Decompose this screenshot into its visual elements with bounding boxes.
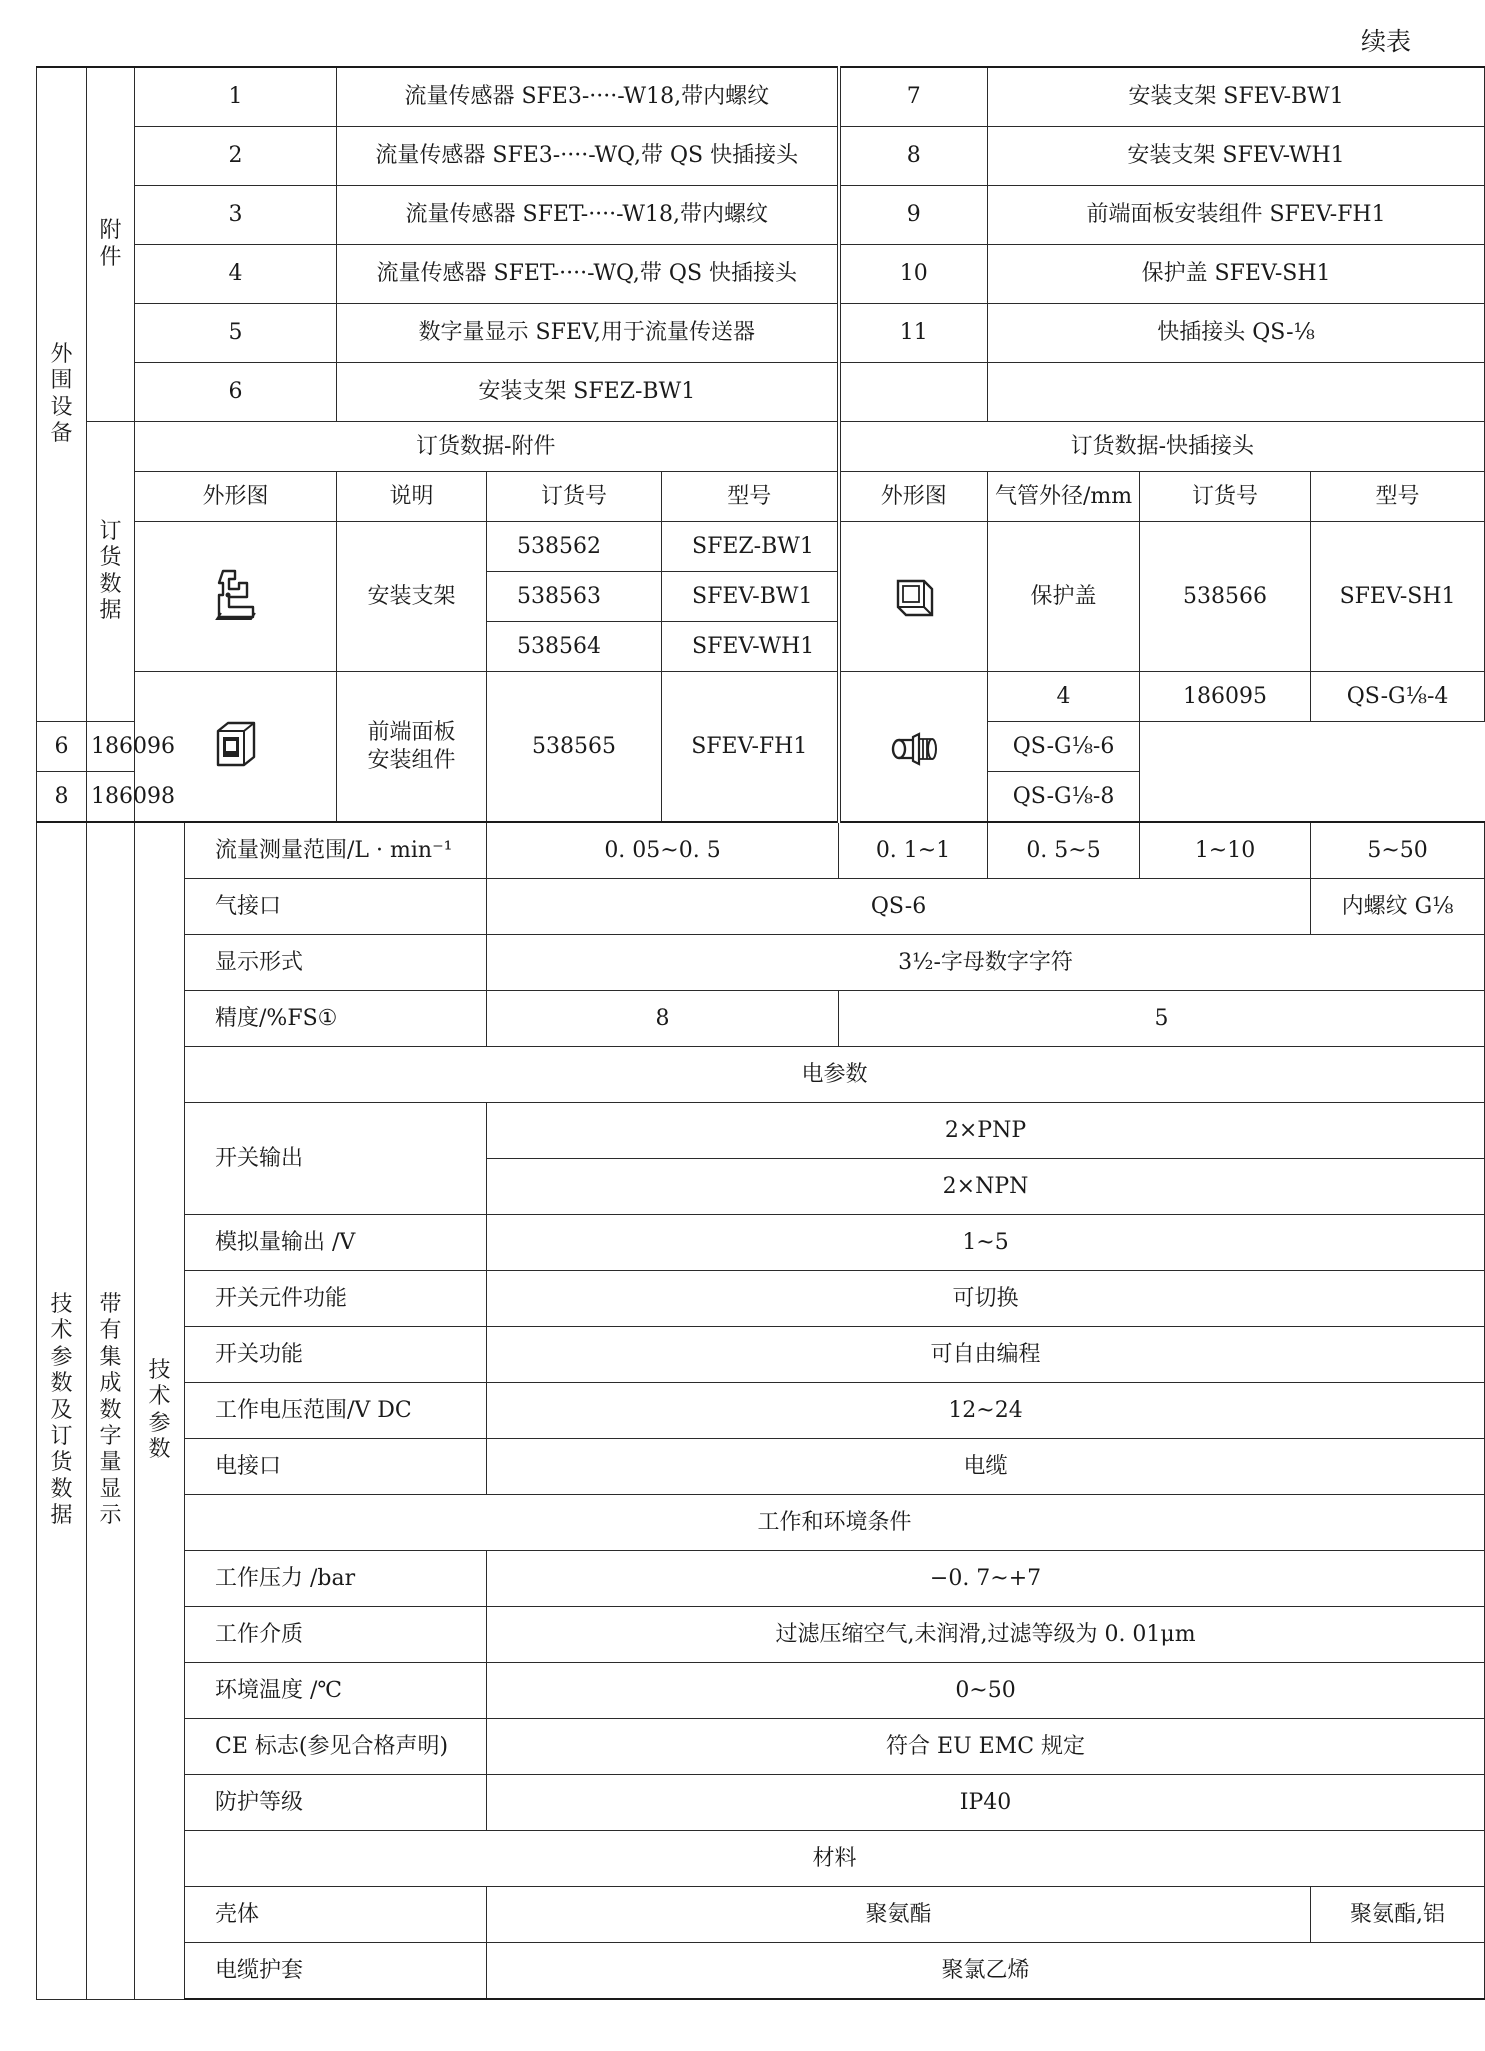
port-value: QS-6 bbox=[487, 879, 1311, 935]
spec-table bbox=[36, 66, 1485, 2000]
group-tech-params: 技术参数 bbox=[135, 822, 185, 1999]
accessory-name: 流量传感器 SFE3-····-W18,带内螺纹 bbox=[337, 67, 839, 127]
ce-label: CE 标志(参见合格声明) bbox=[185, 1719, 487, 1775]
accessory-no: 4 bbox=[135, 245, 337, 304]
header-desc: 说明 bbox=[337, 472, 487, 522]
accessory-name-right: 安装支架 SFEV-WH1 bbox=[988, 127, 1485, 186]
accessory-name: 流量传感器 SFET-····-W18,带内螺纹 bbox=[337, 186, 839, 245]
qs-tube-od: 4 bbox=[988, 672, 1140, 722]
switch-element-label: 开关元件功能 bbox=[185, 1271, 487, 1327]
header-model-right: 型号 bbox=[1311, 472, 1485, 522]
flow-value: 5~50 bbox=[1311, 822, 1485, 879]
header-order-no-right: 订货号 bbox=[1140, 472, 1311, 522]
flow-label: 流量测量范围/L · min⁻¹ bbox=[185, 822, 487, 879]
cable-sheath-row bbox=[37, 1943, 1485, 2000]
pressure-row bbox=[37, 1551, 1485, 1607]
cover-desc: 保护盖 bbox=[988, 522, 1140, 672]
protective-cover-icon bbox=[890, 571, 938, 623]
temperature-label: 环境温度 /℃ bbox=[185, 1663, 487, 1719]
order-title-row bbox=[37, 422, 1485, 472]
accessory-row-2 bbox=[37, 127, 1485, 186]
housing-value: 聚氨酯 bbox=[487, 1887, 1311, 1943]
qs-model: QS-G⅛-4 bbox=[1311, 672, 1485, 722]
accuracy-label: 精度/%FS① bbox=[185, 991, 487, 1047]
qs-order-no: 186095 bbox=[1140, 672, 1311, 722]
bracket-order-no: 538564 bbox=[487, 622, 662, 672]
header-order-no: 订货号 bbox=[487, 472, 662, 522]
switch-function-value: 可自由编程 bbox=[487, 1327, 1485, 1383]
voltage-row bbox=[37, 1383, 1485, 1439]
bracket-image-cell bbox=[135, 522, 337, 672]
switch-output-value: 2×NPN bbox=[487, 1159, 1485, 1215]
switch-function-label: 开关功能 bbox=[185, 1327, 487, 1383]
qs-order-no: 186098 bbox=[87, 772, 135, 823]
voltage-value: 12~24 bbox=[487, 1383, 1485, 1439]
accessory-name: 安装支架 SFEZ-BW1 bbox=[337, 363, 839, 422]
panel-model: SFEV-FH1 bbox=[662, 672, 839, 823]
accuracy-value: 8 bbox=[487, 991, 839, 1047]
qs-order-no: 186096 bbox=[87, 722, 135, 772]
material-section-row bbox=[37, 1831, 1485, 1887]
flow-range-row bbox=[37, 822, 1485, 879]
bracket-model: SFEZ-BW1 bbox=[662, 522, 839, 572]
display-label: 显示形式 bbox=[185, 935, 487, 991]
flow-value: 0. 1~1 bbox=[839, 822, 988, 879]
port-row bbox=[37, 879, 1485, 935]
qs-tube-od: 6 bbox=[37, 722, 87, 772]
housing-row bbox=[37, 1887, 1485, 1943]
display-row bbox=[37, 935, 1485, 991]
flow-value: 0. 5~5 bbox=[988, 822, 1140, 879]
push-in-fitting-icon bbox=[889, 727, 939, 767]
connection-value: 电缆 bbox=[487, 1439, 1485, 1495]
protection-label: 防护等级 bbox=[185, 1775, 487, 1831]
temperature-row bbox=[37, 1663, 1485, 1719]
group-integrated-display: 带有集成数字量显示 bbox=[87, 822, 135, 1999]
accessory-no: 3 bbox=[135, 186, 337, 245]
group-peripheral: 外围设备 bbox=[37, 67, 87, 722]
order-left-title: 订货数据-附件 bbox=[135, 422, 839, 472]
protection-value: IP40 bbox=[487, 1775, 1485, 1831]
voltage-label: 工作电压范围/V DC bbox=[185, 1383, 487, 1439]
switch-output-value: 2×PNP bbox=[487, 1103, 1485, 1159]
protection-row bbox=[37, 1775, 1485, 1831]
housing-value-alt: 聚氨酯,铝 bbox=[1311, 1887, 1485, 1943]
accessory-name-right: 保护盖 SFEV-SH1 bbox=[988, 245, 1485, 304]
qs-image-cell bbox=[839, 672, 988, 823]
bracket-desc: 安装支架 bbox=[337, 522, 487, 672]
connection-label: 电接口 bbox=[185, 1439, 487, 1495]
port-label: 气接口 bbox=[185, 879, 487, 935]
port-value-thread: 内螺纹 G⅛ bbox=[1311, 879, 1485, 935]
medium-label: 工作介质 bbox=[185, 1607, 487, 1663]
bracket-model: SFEV-WH1 bbox=[662, 622, 839, 672]
temperature-value: 0~50 bbox=[487, 1663, 1485, 1719]
accessory-name: 数字量显示 SFEV,用于流量传送器 bbox=[337, 304, 839, 363]
accessory-name-right bbox=[988, 363, 1485, 422]
header-model: 型号 bbox=[662, 472, 839, 522]
panel-desc-line-1: 前端面板 bbox=[367, 720, 456, 745]
accessory-no: 2 bbox=[135, 127, 337, 186]
qs-tube-od: 8 bbox=[37, 772, 87, 823]
mounting-bracket-icon bbox=[209, 565, 263, 629]
accessory-name-right: 前端面板安装组件 SFEV-FH1 bbox=[988, 186, 1485, 245]
switch-element-row bbox=[37, 1271, 1485, 1327]
panel-order-no: 538565 bbox=[487, 672, 662, 823]
ce-row bbox=[37, 1719, 1485, 1775]
accessory-no-right: 7 bbox=[839, 67, 988, 127]
header-outline-right: 外形图 bbox=[839, 472, 988, 522]
flow-value: 1~10 bbox=[1140, 822, 1311, 879]
accessory-no: 5 bbox=[135, 304, 337, 363]
front-panel-kit-icon bbox=[208, 717, 264, 777]
header-outline: 外形图 bbox=[135, 472, 337, 522]
bracket-row-1 bbox=[37, 522, 1485, 572]
material-section-heading: 材料 bbox=[185, 1831, 1485, 1887]
analog-label: 模拟量输出 /V bbox=[185, 1215, 487, 1271]
header-tube-od: 气管外径/mm bbox=[988, 472, 1140, 522]
group-order-data: 订货数据 bbox=[87, 422, 135, 722]
order-header-row bbox=[37, 472, 1485, 522]
pressure-label: 工作压力 /bar bbox=[185, 1551, 487, 1607]
qs-model: QS-G⅛-6 bbox=[988, 722, 1140, 772]
panel-desc-cell bbox=[337, 672, 487, 823]
qs-model: QS-G⅛-8 bbox=[988, 772, 1140, 823]
connection-row bbox=[37, 1439, 1485, 1495]
order-right-title: 订货数据-快插接头 bbox=[839, 422, 1485, 472]
switch-output-row-1 bbox=[37, 1103, 1485, 1159]
accessory-row-3 bbox=[37, 186, 1485, 245]
accessory-name-right: 快插接头 QS-⅛ bbox=[988, 304, 1485, 363]
continued-label: 续表 bbox=[1360, 27, 1411, 56]
bracket-model: SFEV-BW1 bbox=[662, 572, 839, 622]
accuracy-row bbox=[37, 991, 1485, 1047]
accessory-name-right: 安装支架 SFEV-BW1 bbox=[988, 67, 1485, 127]
cable-sheath-label: 电缆护套 bbox=[185, 1943, 487, 2000]
cover-model: SFEV-SH1 bbox=[1311, 522, 1485, 672]
flow-value: 0. 05~0. 5 bbox=[487, 822, 839, 879]
bracket-order-no: 538562 bbox=[487, 522, 662, 572]
accessory-row-5 bbox=[37, 304, 1485, 363]
bracket-order-no: 538563 bbox=[487, 572, 662, 622]
group-accessories: 附件 bbox=[87, 67, 135, 422]
elec-section-heading: 电参数 bbox=[185, 1047, 1485, 1103]
analog-value: 1~5 bbox=[487, 1215, 1485, 1271]
accessory-no-right bbox=[839, 363, 988, 422]
accessory-no-right: 11 bbox=[839, 304, 988, 363]
switch-element-value: 可切换 bbox=[487, 1271, 1485, 1327]
accessory-no-right: 8 bbox=[839, 127, 988, 186]
accessory-name: 流量传感器 SFET-····-WQ,带 QS 快插接头 bbox=[337, 245, 839, 304]
env-section-row bbox=[37, 1495, 1485, 1551]
housing-label: 壳体 bbox=[185, 1887, 487, 1943]
env-section-heading: 工作和环境条件 bbox=[185, 1495, 1485, 1551]
cover-order-no: 538566 bbox=[1140, 522, 1311, 672]
group-tech-and-order: 技术参数及订货数据 bbox=[37, 822, 87, 1999]
elec-section-row bbox=[37, 1047, 1485, 1103]
accessory-no: 6 bbox=[135, 363, 337, 422]
switch-function-row bbox=[37, 1327, 1485, 1383]
panel-desc-line-2: 安装组件 bbox=[367, 747, 456, 773]
accuracy-value: 5 bbox=[839, 991, 1485, 1047]
panel-row-1 bbox=[37, 672, 1485, 722]
accessory-no-right: 10 bbox=[839, 245, 988, 304]
cover-image-cell bbox=[839, 522, 988, 672]
accessory-no-right: 9 bbox=[839, 186, 988, 245]
accessory-row-4 bbox=[37, 245, 1485, 304]
medium-value: 过滤压缩空气,未润滑,过滤等级为 0. 01μm bbox=[487, 1607, 1485, 1663]
accessory-name: 流量传感器 SFE3-····-WQ,带 QS 快插接头 bbox=[337, 127, 839, 186]
display-value: 3½-字母数字字符 bbox=[487, 935, 1485, 991]
analog-row bbox=[37, 1215, 1485, 1271]
accessory-row-1 bbox=[37, 67, 1485, 127]
switch-output-label: 开关输出 bbox=[185, 1103, 487, 1215]
accessory-row-6 bbox=[37, 363, 1485, 422]
medium-row bbox=[37, 1607, 1485, 1663]
accessory-no: 1 bbox=[135, 67, 337, 127]
pressure-value: −0. 7~+7 bbox=[487, 1551, 1485, 1607]
ce-value: 符合 EU EMC 规定 bbox=[487, 1719, 1485, 1775]
cable-sheath-value: 聚氯乙烯 bbox=[487, 1943, 1485, 2000]
